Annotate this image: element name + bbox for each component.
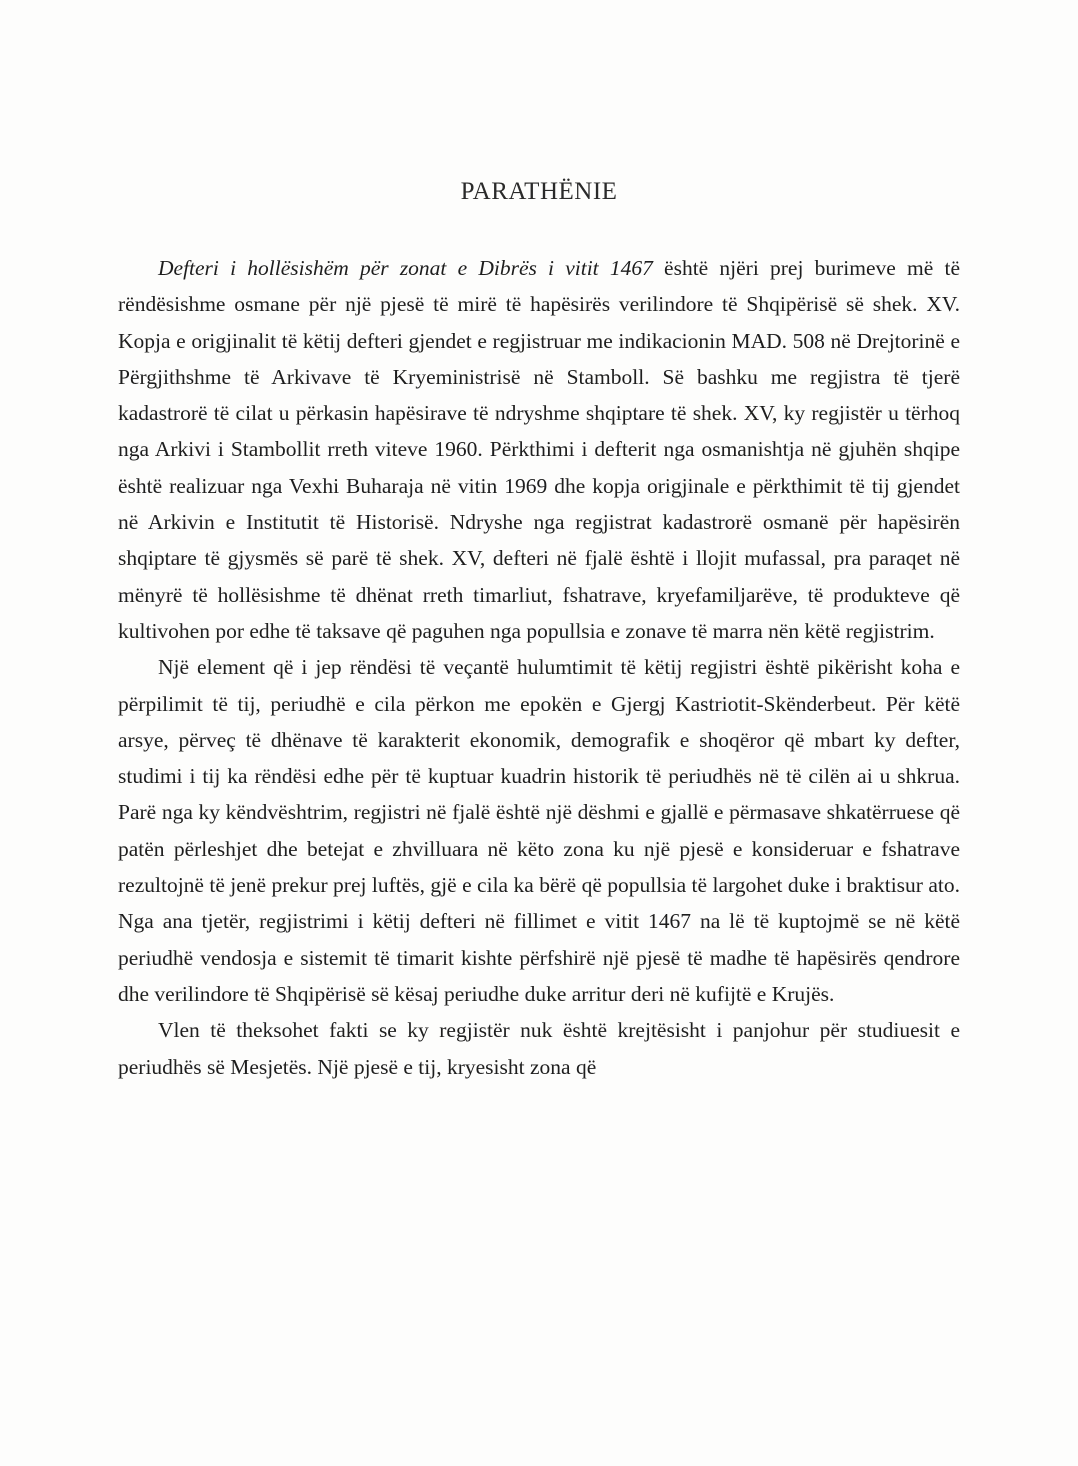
- paragraph-2: [118, 649, 960, 1012]
- italic-title-reference: Defteri i hollësishëm për zonat e Dibrës i vitit 1467: [158, 256, 653, 280]
- document-body: [118, 178, 960, 1085]
- paragraph-2-text: Një element që i jep rëndësi të veçantë hulumtimit të këtij regjistri është pikërisht koha e përpilimit të tij, periudhë e cila përkon me epokën e Gjergj Kastriotit-Skënderbeut. Për këtë arsye, përveç të dhënave të karakterit ekonomik, demografik e shoqëror që mbart ky defter, studimi i tij ka rëndësi edhe për të kuptuar kuadrin historik të periudhës në të cilën ai u shkrua. Parë nga ky këndvështrim, regjistri në fjalë është një dëshmi e gjallë e përmasave shkatërruese që patën përleshjet dhe betejat e zhvilluara në këto zona ku një pjesë e konsideruar e fshatrave rezultojnë të jenë prekur prej luftës, gjë e cila ka bërë që popullsia të largohet duke i braktisur ato. Nga ana tjetër, regjistrimi i këtij defteri në fillimet e vitit 1467 na lë të kuptojmë se në këtë periudhë vendosja e sistemit të timarit kishte përfshirë një pjesë të madhe të hapësirës qendrore dhe verilindore të Shqipërisë së kësaj periudhe duke arritur deri në kufijtë e Krujës.: [118, 655, 960, 1006]
- paragraph-3: [118, 1012, 960, 1085]
- paragraph-1: [118, 250, 960, 649]
- paragraph-1-text: është njëri prej burimeve më të rëndësishme osmane për një pjesë të mirë të hapësirës verilindore të Shqipërisë së shek. XV. Kopja e origjinalit të këtij defteri gjendet e regjistruar me indikacionin MAD. 508 në Drejtorinë e Përgjithshme të Arkivave të Kryeministrisë në Stamboll. Së bashku me regjistra të tjerë kadastrorë të cilat u përkasin hapësirave të ndryshme shqiptare të shek. XV, ky regjistër u tërhoq nga Arkivi i Stambollit rreth viteve 1960. Përkthimi i defterit nga osmanishtja në gjuhën shqipe është realizuar nga Vexhi Buharaja në vitin 1969 dhe kopja origjinale e përkthimit të tij gjendet në Arkivin e Institutit të Historisë. Ndryshe nga regjistrat kadastrorë osmanë për hapësirën shqiptare të gjysmës së parë të shek. XV, defteri në fjalë është i llojit mufassal, pra paraqet në mënyrë të hollësishme të dhënat rreth timarliut, fshatrave, kryefamiljarëve, të produkteve që kultivohen por edhe të taksave që paguhen nga popullsia e zonave të marra nën këtë regjistrim.: [118, 256, 960, 643]
- page-title: PARATHËNIE: [460, 178, 618, 205]
- paragraph-3-text: Vlen të theksohet fakti se ky regjistër nuk është krejtësisht i panjohur për studiuesit e periudhës së Mesjetës. Një pjesë e tij, kryesisht zona që: [118, 1018, 960, 1079]
